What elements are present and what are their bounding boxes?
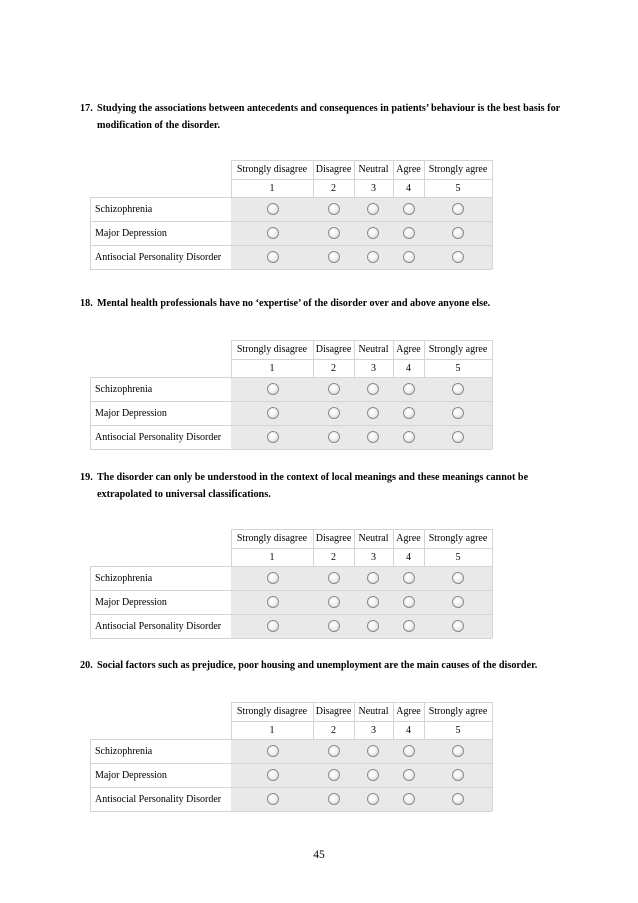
scale-header: Strongly agree (428, 706, 488, 717)
radio-button[interactable] (403, 745, 415, 757)
table-row (90, 426, 492, 449)
grid-line (90, 377, 492, 378)
grid-line (90, 566, 91, 638)
grid-line (231, 160, 492, 161)
radio-button[interactable] (367, 227, 379, 239)
table-row (90, 246, 492, 269)
grid-line (90, 763, 492, 764)
radio-button[interactable] (403, 227, 415, 239)
radio-button[interactable] (328, 745, 340, 757)
grid-line (492, 160, 493, 198)
radio-button[interactable] (267, 251, 279, 263)
grid-line (424, 160, 425, 198)
radio-button[interactable] (403, 596, 415, 608)
radio-button[interactable] (452, 793, 464, 805)
scale-number: 4 (406, 552, 411, 563)
radio-button[interactable] (452, 596, 464, 608)
grid-line (492, 566, 493, 638)
scale-number: 2 (331, 363, 336, 374)
question-number: 19. (80, 472, 93, 483)
grid-line (90, 739, 91, 811)
scale-header: Strongly agree (428, 164, 488, 175)
grid-line (393, 340, 394, 378)
table-row (90, 591, 492, 614)
page-number: 45 (313, 849, 325, 861)
radio-button[interactable] (328, 383, 340, 395)
grid-line (424, 529, 425, 567)
radio-button[interactable] (367, 572, 379, 584)
scale-header: Neutral (358, 164, 389, 175)
grid-line (90, 638, 492, 639)
scale-header: Agree (396, 533, 421, 544)
grid-line (231, 359, 492, 360)
radio-button[interactable] (452, 431, 464, 443)
radio-button[interactable] (328, 793, 340, 805)
grid-line (393, 529, 394, 567)
grid-line (90, 787, 492, 788)
radio-button[interactable] (403, 203, 415, 215)
question-2-text (80, 295, 570, 312)
radio-button[interactable] (328, 431, 340, 443)
scale-number: 4 (406, 183, 411, 194)
grid-line (492, 702, 493, 740)
question-statement: Mental health professionals have no ‘expertise’ of the disorder over and above anyone else. (97, 298, 491, 309)
grid-line (354, 160, 355, 198)
scale-header: Strongly disagree (236, 533, 308, 544)
grid-line (424, 340, 425, 378)
radio-button[interactable] (403, 620, 415, 632)
likert-grid-3 (90, 529, 492, 638)
likert-grid-2 (90, 340, 492, 449)
grid-line (492, 739, 493, 811)
row-label: Antisocial Personality Disorder (90, 615, 231, 638)
scale-header: Disagree (315, 344, 352, 355)
question-statement: Social factors such as prejudice, poor housing and unemployment are the main causes of the disorder. (97, 660, 538, 671)
grid-line (492, 197, 493, 269)
scale-number: 5 (455, 183, 461, 194)
radio-button[interactable] (367, 383, 379, 395)
row-label: Schizophrenia (90, 378, 231, 401)
table-row (90, 567, 492, 590)
grid-line (231, 160, 232, 198)
scale-number: 5 (455, 552, 461, 563)
question-number: 17. (80, 103, 93, 114)
table-row (90, 222, 492, 245)
grid-line (90, 197, 91, 269)
radio-button[interactable] (452, 620, 464, 632)
radio-button[interactable] (267, 769, 279, 781)
table-row (90, 402, 492, 425)
radio-button[interactable] (452, 227, 464, 239)
row-label: Schizophrenia (90, 740, 231, 763)
radio-button[interactable] (367, 596, 379, 608)
scale-number: 5 (455, 363, 461, 374)
radio-button[interactable] (328, 227, 340, 239)
grid-line (90, 401, 492, 402)
radio-button[interactable] (328, 572, 340, 584)
grid-line (492, 377, 493, 449)
radio-button[interactable] (403, 572, 415, 584)
radio-button[interactable] (452, 572, 464, 584)
scale-header: Neutral (358, 706, 389, 717)
grid-line (231, 340, 232, 378)
grid-line (90, 425, 492, 426)
grid-line (90, 197, 492, 198)
grid-line (231, 721, 492, 722)
row-label: Major Depression (90, 591, 231, 614)
grid-line (90, 449, 492, 450)
radio-button[interactable] (367, 769, 379, 781)
radio-button[interactable] (267, 793, 279, 805)
radio-button[interactable] (403, 431, 415, 443)
radio-button[interactable] (452, 251, 464, 263)
grid-line (231, 340, 492, 341)
table-row (90, 764, 492, 787)
grid-line (313, 529, 314, 567)
grid-line (393, 702, 394, 740)
row-label: Major Depression (90, 764, 231, 787)
grid-line (90, 269, 492, 270)
radio-button[interactable] (452, 383, 464, 395)
scale-number: 1 (269, 363, 275, 374)
scale-number: 4 (406, 363, 411, 374)
row-label: Major Depression (90, 402, 231, 425)
grid-line (90, 590, 492, 591)
scale-number: 1 (269, 552, 275, 563)
table-row (90, 198, 492, 221)
scale-number: 3 (371, 183, 376, 194)
scale-header: Disagree (315, 706, 352, 717)
question-statement: The disorder can only be understood in the context of local meanings and these meanings cannot be extrapolated to universal classifications. (97, 472, 529, 500)
row-label: Major Depression (90, 222, 231, 245)
scale-header: Neutral (358, 533, 389, 544)
question-statement: Studying the associations between antecedents and consequences in patients’ behaviour is the best basis for modification of the disorder. (97, 103, 561, 131)
grid-line (231, 702, 492, 703)
grid-line (90, 739, 492, 740)
grid-line (231, 548, 492, 549)
radio-button[interactable] (367, 203, 379, 215)
radio-button[interactable] (403, 383, 415, 395)
radio-button[interactable] (267, 745, 279, 757)
row-label: Schizophrenia (90, 198, 231, 221)
scale-number: 2 (331, 552, 336, 563)
row-label: Antisocial Personality Disorder (90, 788, 231, 811)
grid-line (231, 529, 492, 530)
scale-header: Strongly disagree (236, 164, 308, 175)
radio-button[interactable] (403, 407, 415, 419)
radio-button[interactable] (267, 227, 279, 239)
radio-button[interactable] (267, 407, 279, 419)
radio-button[interactable] (328, 769, 340, 781)
grid-line (90, 614, 492, 615)
radio-button[interactable] (367, 620, 379, 632)
scale-header: Disagree (315, 164, 352, 175)
grid-line (492, 529, 493, 567)
question-number: 18. (80, 298, 93, 309)
scale-number: 1 (269, 183, 275, 194)
scale-header: Strongly disagree (236, 706, 308, 717)
grid-line (90, 566, 492, 567)
likert-grid-4 (90, 702, 492, 811)
table-row (90, 615, 492, 638)
grid-line (354, 340, 355, 378)
grid-line (90, 811, 492, 812)
scale-number: 5 (455, 725, 461, 736)
radio-button[interactable] (403, 793, 415, 805)
question-4-text (80, 657, 570, 674)
radio-button[interactable] (267, 596, 279, 608)
radio-button[interactable] (367, 745, 379, 757)
scale-number: 1 (269, 725, 275, 736)
row-label: Antisocial Personality Disorder (90, 426, 231, 449)
grid-line (231, 529, 232, 567)
table-row (90, 788, 492, 811)
grid-line (90, 221, 492, 222)
radio-button[interactable] (403, 769, 415, 781)
scale-number: 2 (331, 725, 336, 736)
radio-button[interactable] (328, 203, 340, 215)
radio-button[interactable] (452, 407, 464, 419)
scale-number: 2 (331, 183, 336, 194)
radio-button[interactable] (367, 793, 379, 805)
question-3-text (80, 469, 570, 503)
grid-line (393, 160, 394, 198)
question-number: 20. (80, 660, 93, 671)
radio-button[interactable] (403, 251, 415, 263)
radio-button[interactable] (367, 431, 379, 443)
radio-button[interactable] (367, 407, 379, 419)
radio-button[interactable] (452, 769, 464, 781)
grid-line (231, 179, 492, 180)
scale-header: Neutral (358, 344, 389, 355)
radio-button[interactable] (452, 203, 464, 215)
scale-header: Strongly agree (428, 533, 488, 544)
row-label: Antisocial Personality Disorder (90, 246, 231, 269)
scale-header: Agree (396, 164, 421, 175)
radio-button[interactable] (452, 745, 464, 757)
radio-button[interactable] (267, 383, 279, 395)
scale-header: Agree (396, 344, 421, 355)
radio-button[interactable] (328, 620, 340, 632)
scale-header: Strongly disagree (236, 344, 308, 355)
radio-button[interactable] (267, 572, 279, 584)
scale-number: 3 (371, 552, 376, 563)
radio-button[interactable] (267, 620, 279, 632)
grid-line (354, 702, 355, 740)
radio-button[interactable] (267, 431, 279, 443)
question-1-text (80, 100, 570, 134)
scale-number: 3 (371, 725, 376, 736)
grid-line (90, 377, 91, 449)
radio-button[interactable] (328, 596, 340, 608)
radio-button[interactable] (328, 407, 340, 419)
grid-line (90, 245, 492, 246)
row-label: Schizophrenia (90, 567, 231, 590)
grid-line (313, 702, 314, 740)
scale-header: Disagree (315, 533, 352, 544)
grid-line (231, 702, 232, 740)
table-row (90, 378, 492, 401)
radio-button[interactable] (367, 251, 379, 263)
grid-line (354, 529, 355, 567)
scale-header: Strongly agree (428, 344, 488, 355)
likert-grid-1 (90, 160, 492, 269)
radio-button[interactable] (267, 203, 279, 215)
grid-line (313, 340, 314, 378)
grid-line (424, 702, 425, 740)
scale-number: 3 (371, 363, 376, 374)
radio-button[interactable] (328, 251, 340, 263)
grid-line (313, 160, 314, 198)
scale-number: 4 (406, 725, 411, 736)
table-row (90, 740, 492, 763)
scale-header: Agree (396, 706, 421, 717)
grid-line (492, 340, 493, 378)
